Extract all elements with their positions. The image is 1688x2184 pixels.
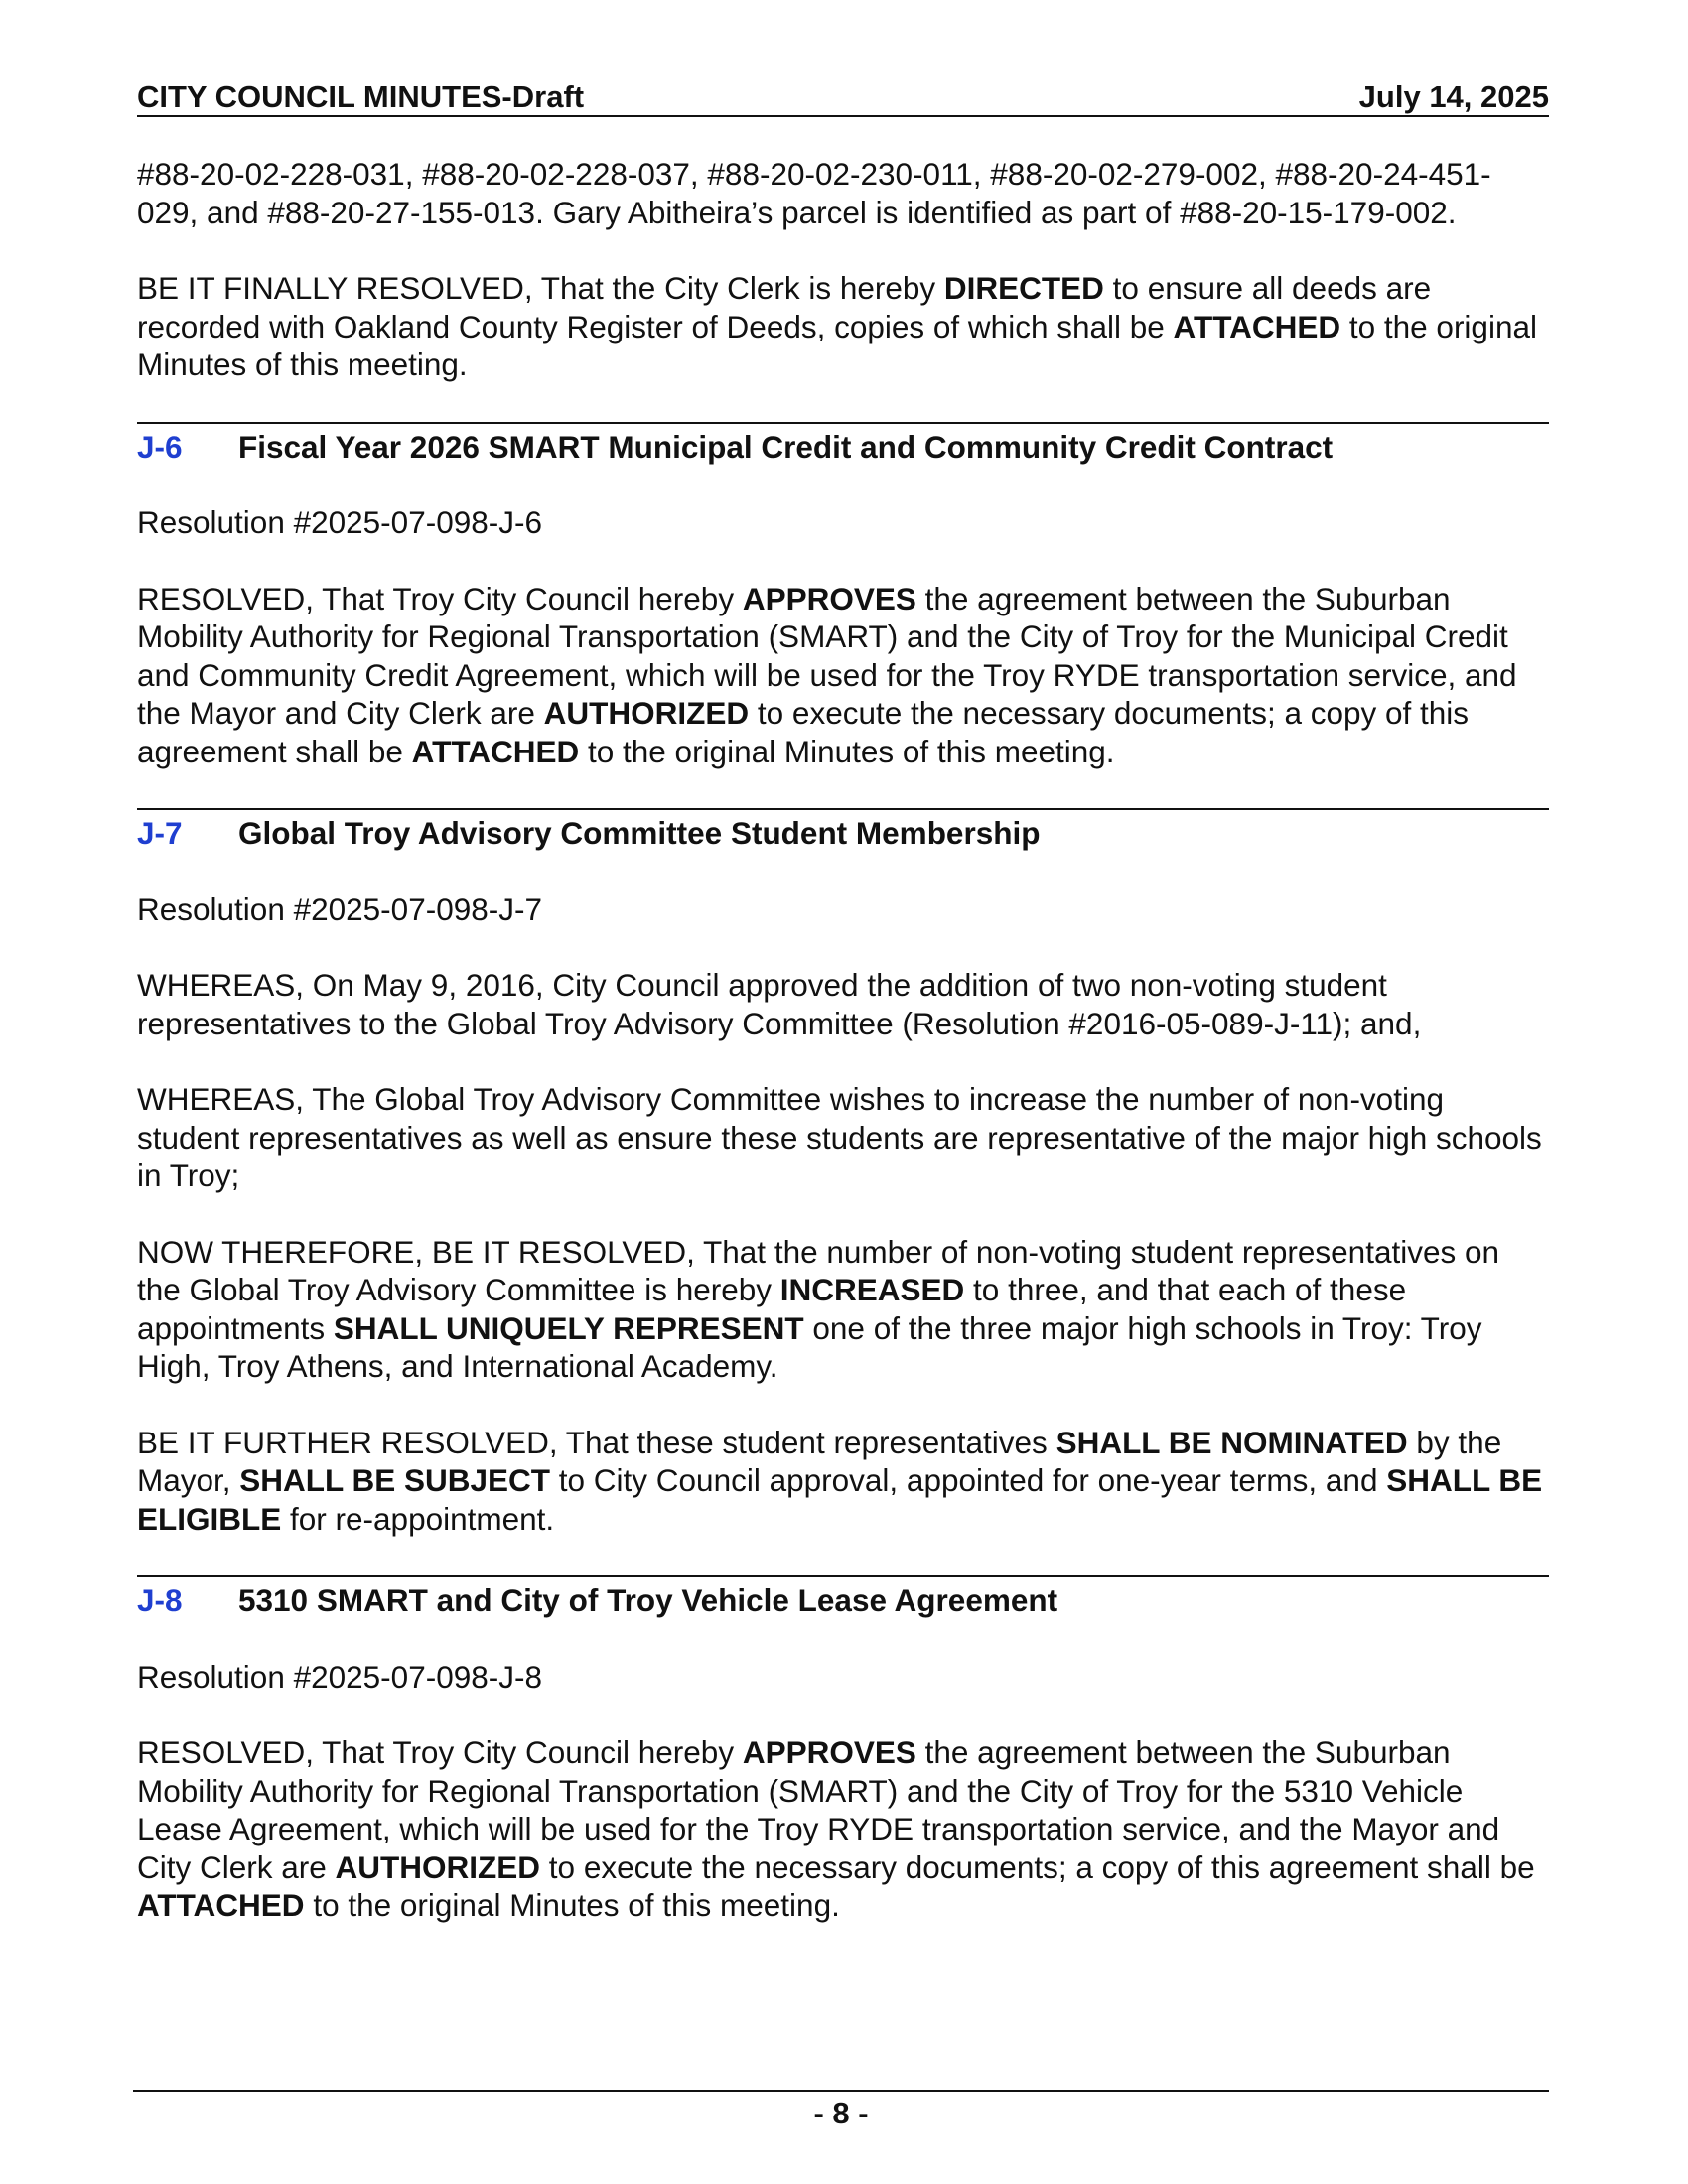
section-heading-j7 bbox=[137, 808, 1549, 853]
resolution-number: Resolution #2025-07-098-J-6 bbox=[137, 504, 543, 540]
section-number: J-8 bbox=[137, 1582, 183, 1618]
meeting-date: July 14, 2025 bbox=[1358, 79, 1549, 114]
whereas-paragraph: WHEREAS, On May 9, 2016, City Council approved the addition of two non-voting student representatives to the Global Troy Advisory Committee (Resolution #2016-05-089-J-11); and, bbox=[137, 967, 1422, 1041]
section-number: J-7 bbox=[137, 815, 183, 851]
document-body bbox=[137, 155, 1549, 1963]
resolution-text: RESOLVED, That Troy City Council hereby APPROVES the agreement between the Suburban Mobility Authority for Regional Transportation (SMART) and the City of Troy for the 5310 Vehicle Lease Agreement, which will be used for the Troy RYDE transportation service, and the Mayor and City Clerk are AUTHORIZED to execute the necessary documents; a copy of this agreement shall be ATTACHED to the original Minutes of this meeting. bbox=[137, 1734, 1535, 1923]
page-number: - 8 - bbox=[813, 2096, 869, 2130]
section-heading-j6 bbox=[137, 422, 1549, 467]
finally-resolved-paragraph: BE IT FINALLY RESOLVED, That the City Clerk is hereby DIRECTED to ensure all deeds are recorded with Oakland County Register of Deeds, copies of which shall be ATTACHED to the original Minutes of this meeting. bbox=[137, 270, 1537, 382]
resolution-text: RESOLVED, That Troy City Council hereby APPROVES the agreement between the Suburban Mobility Authority for Regional Transportation (SMART) and the City of Troy for the Municipal Credit and Community Credit Agreement, which will be used for the Troy RYDE transportation service, and the Mayor and City Clerk are AUTHORIZED to execute the necessary documents; a copy of this agreement shall be ATTACHED to the original Minutes of this meeting. bbox=[137, 580, 1517, 769]
section-number: J-6 bbox=[137, 428, 183, 465]
section-title: 5310 SMART and City of Troy Vehicle Lease Agreement bbox=[238, 1582, 1058, 1618]
parcel-list-paragraph: #88-20-02-228-031, #88-20-02-228-037, #88-20-02-230-011, #88-20-02-279-002, #88-20-24-451-029, and #88-20-27-155-013. Gary Abitheira’s parcel is identified as part of #88-20-15-179-002. bbox=[137, 156, 1491, 230]
resolution-number: Resolution #2025-07-098-J-7 bbox=[137, 890, 543, 927]
whereas-paragraph: WHEREAS, The Global Troy Advisory Committee wishes to increase the number of non-voting student representatives as well as ensure these students are representative of the major high schools in Troy; bbox=[137, 1081, 1542, 1193]
section-heading-j8 bbox=[137, 1575, 1549, 1620]
section-title: Global Troy Advisory Committee Student Membership bbox=[238, 815, 1041, 851]
page-footer bbox=[133, 2090, 1549, 2131]
document-title: CITY COUNCIL MINUTES-Draft bbox=[137, 79, 585, 114]
page-header bbox=[137, 79, 1549, 117]
resolution-number: Resolution #2025-07-098-J-8 bbox=[137, 1658, 543, 1695]
section-title: Fiscal Year 2026 SMART Municipal Credit and Community Credit Contract bbox=[238, 428, 1334, 465]
further-resolved-paragraph: BE IT FURTHER RESOLVED, That these student representatives SHALL BE NOMINATED by the Mayor, SHALL BE SUBJECT to City Council approval, appointed for one-year terms, and SHALL BE ELIGIBLE for re-appointment. bbox=[137, 1424, 1543, 1537]
resolved-paragraph: NOW THEREFORE, BE IT RESOLVED, That the number of non-voting student representatives on the Global Troy Advisory Committee is hereby INCREASED to three, and that each of these appointments SHALL UNIQUELY REPRESENT one of the three major high schools in Troy: Troy High, Troy Athens, and International Academy. bbox=[137, 1233, 1500, 1384]
